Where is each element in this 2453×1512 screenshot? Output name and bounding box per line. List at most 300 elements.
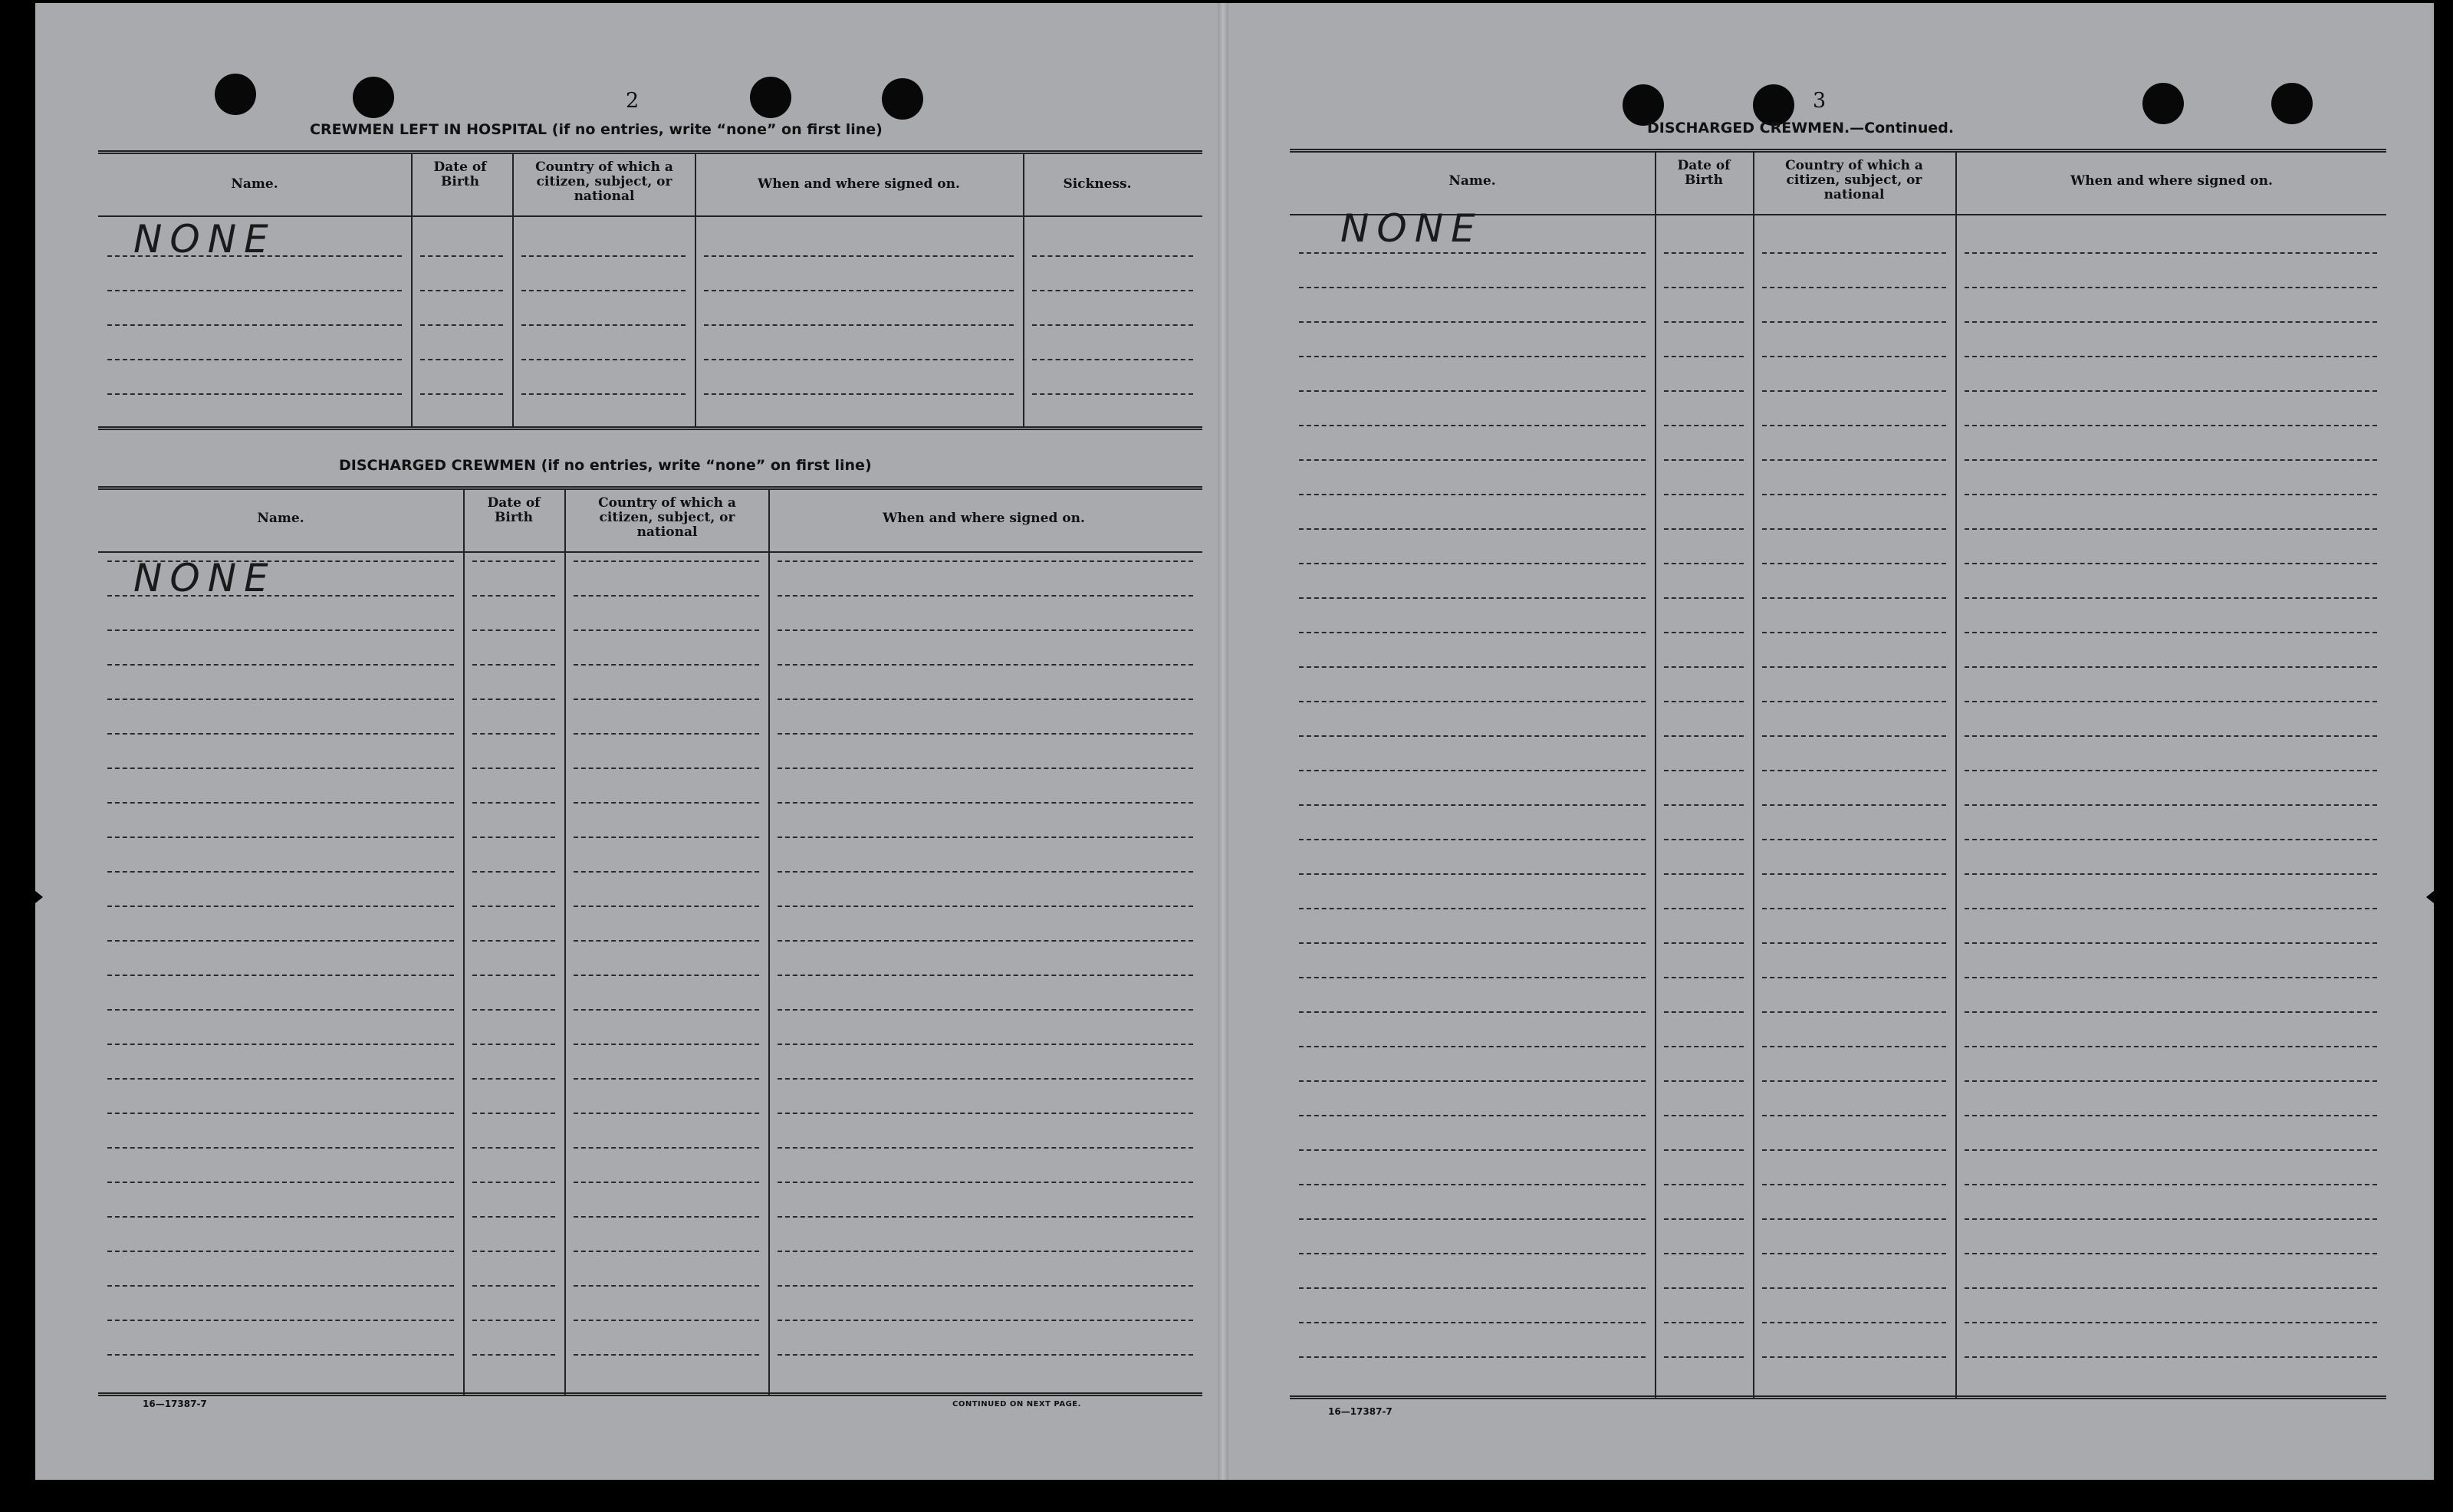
dashed-entry-line [472, 802, 555, 804]
punch-hole [2142, 83, 2184, 124]
dashed-entry-line [1032, 393, 1193, 395]
header-sickness: Sickness. [1063, 176, 1132, 192]
binding-notch-left [35, 891, 43, 903]
dashed-entry-line [1664, 1322, 1744, 1323]
dashed-entry-line [1762, 666, 1946, 668]
dashed-entry-line [1299, 1184, 1646, 1185]
dashed-entry-line [778, 1078, 1193, 1080]
dashed-entry-line [472, 1251, 555, 1252]
dashed-entry-line [107, 906, 454, 907]
dashed-entry-line [1965, 839, 2377, 840]
dashed-entry-line [1299, 804, 1646, 806]
dashed-entry-line [472, 1216, 555, 1218]
dashed-entry-line [472, 1182, 555, 1183]
dashed-entry-line [1664, 528, 1744, 530]
punch-hole [2271, 83, 2313, 124]
dashed-entry-line [1762, 356, 1946, 357]
dashed-entry-line [1299, 390, 1646, 392]
dashed-entry-line [1965, 770, 2377, 771]
dashed-entry-line [1664, 597, 1744, 599]
dashed-entry-line [1664, 701, 1744, 702]
dashed-entry-line [1762, 563, 1946, 564]
dashed-entry-line [1965, 977, 2377, 978]
dashed-entry-line [1965, 735, 2377, 737]
dashed-entry-line [107, 802, 454, 804]
dashed-entry-line [420, 324, 503, 326]
dashed-entry-line [1762, 735, 1946, 737]
dashed-entry-line [1965, 321, 2377, 323]
dashed-entry-line [704, 255, 1014, 257]
dashed-entry-line [472, 871, 555, 873]
dashed-entry-line [1664, 1287, 1744, 1289]
dashed-entry-line [472, 906, 555, 907]
dashed-entry-line [472, 733, 555, 735]
dashed-entry-line [1762, 1011, 1946, 1013]
dashed-entry-line [574, 664, 759, 666]
dashed-entry-line [1664, 1011, 1744, 1013]
dashed-entry-line [574, 768, 759, 769]
header-name: Name. [231, 176, 278, 192]
dashed-entry-line [107, 733, 454, 735]
dashed-entry-line [1762, 1287, 1946, 1289]
dashed-entry-line [107, 1354, 454, 1356]
dashed-entry-line [1762, 252, 1946, 254]
dashed-entry-line [1664, 459, 1744, 461]
dashed-entry-line [778, 837, 1193, 838]
dashed-entry-line [1762, 804, 1946, 806]
dashed-entry-line [472, 560, 555, 562]
dashed-entry-line [1965, 1184, 2377, 1185]
dashed-entry-line [1762, 390, 1946, 392]
dashed-entry-line [472, 975, 555, 976]
dashed-entry-line [574, 1216, 759, 1218]
column-divider [1753, 153, 1754, 1399]
dashed-entry-line [472, 1044, 555, 1045]
dashed-entry-line [1299, 321, 1646, 323]
header-country: Country of which a citizen, subject, or national [535, 159, 673, 204]
dashed-entry-line [1965, 1080, 2377, 1082]
dashed-entry-line [1965, 563, 2377, 564]
dashed-entry-line [1299, 1287, 1646, 1289]
dashed-entry-line [107, 359, 402, 360]
dashed-entry-line [1299, 1149, 1646, 1151]
dashed-entry-line [1762, 459, 1946, 461]
punch-hole [750, 77, 791, 118]
dashed-entry-line [521, 255, 686, 257]
dashed-entry-line [778, 802, 1193, 804]
dashed-entry-line [778, 1354, 1193, 1356]
dashed-entry-line [1032, 255, 1193, 257]
dashed-entry-line [778, 733, 1193, 735]
dashed-entry-line [1299, 1253, 1646, 1254]
dashed-entry-line [107, 255, 402, 257]
dashed-entry-line [1299, 356, 1646, 357]
dashed-entry-line [1762, 494, 1946, 495]
dashed-entry-line [107, 629, 454, 631]
dashed-entry-line [107, 768, 454, 769]
punch-hole [353, 77, 394, 118]
dashed-entry-line [472, 1285, 555, 1287]
dashed-entry-line [1299, 977, 1646, 978]
page-number-right: 3 [1813, 89, 1827, 113]
dashed-entry-line [574, 560, 759, 562]
dashed-entry-line [1664, 632, 1744, 633]
discharged-table [98, 486, 1202, 1396]
dashed-entry-line [574, 1354, 759, 1356]
dashed-entry-line [420, 359, 503, 360]
dashed-entry-line [574, 940, 759, 942]
dashed-entry-line [1762, 425, 1946, 426]
dashed-entry-line [778, 1044, 1193, 1045]
dashed-entry-line [778, 906, 1193, 907]
dashed-entry-line [1032, 290, 1193, 291]
dashed-entry-line [420, 393, 503, 395]
dashed-entry-line [1762, 528, 1946, 530]
dashed-entry-line [574, 1113, 759, 1114]
dashed-entry-line [1664, 356, 1744, 357]
dashed-entry-line [1664, 1253, 1744, 1254]
dashed-entry-line [1762, 1253, 1946, 1254]
dashed-entry-line [1299, 839, 1646, 840]
dashed-entry-line [1299, 528, 1646, 530]
dashed-entry-line [472, 1113, 555, 1114]
dashed-entry-line [1664, 287, 1744, 288]
dashed-entry-line [1664, 666, 1744, 668]
dashed-entry-line [1762, 873, 1946, 875]
dashed-entry-line [107, 940, 454, 942]
dashed-entry-line [704, 393, 1014, 395]
dashed-entry-line [1664, 563, 1744, 564]
table-bottom-rule [1290, 1395, 2386, 1399]
dashed-entry-line [107, 1182, 454, 1183]
dashed-entry-line [420, 290, 503, 291]
dashed-entry-line [1762, 977, 1946, 978]
dashed-entry-line [1299, 252, 1646, 254]
dashed-entry-line [1664, 908, 1744, 909]
dashed-entry-line [107, 1113, 454, 1114]
dashed-entry-line [1664, 1080, 1744, 1082]
dashed-entry-line [574, 871, 759, 873]
dashed-entry-line [1965, 1149, 2377, 1151]
dashed-entry-line [1299, 597, 1646, 599]
dashed-entry-line [1965, 666, 2377, 668]
dashed-entry-line [778, 664, 1193, 666]
dashed-entry-line [472, 698, 555, 700]
dashed-entry-line [1965, 873, 2377, 875]
dashed-entry-line [778, 768, 1193, 769]
dashed-entry-line [1664, 494, 1744, 495]
column-divider [411, 154, 413, 426]
header-date-of-birth: Date of Birth [433, 159, 487, 189]
dashed-entry-line [1762, 287, 1946, 288]
dashed-entry-line [1762, 321, 1946, 323]
dashed-entry-line [1762, 942, 1946, 944]
dashed-entry-line [1664, 977, 1744, 978]
dashed-entry-line [1762, 1149, 1946, 1151]
hospital-table [98, 150, 1202, 430]
dashed-entry-line [1965, 494, 2377, 495]
dashed-entry-line [472, 1009, 555, 1011]
dashed-entry-line [778, 629, 1193, 631]
table-bottom-rule [98, 426, 1202, 430]
page-number-left: 2 [626, 89, 640, 113]
dashed-entry-line [778, 1251, 1193, 1252]
dashed-entry-line [1032, 324, 1193, 326]
dashed-entry-line [1299, 735, 1646, 737]
dashed-entry-line [778, 1147, 1193, 1149]
dashed-entry-line [1965, 425, 2377, 426]
dashed-entry-line [1965, 1253, 2377, 1254]
dashed-entry-line [1299, 1356, 1646, 1358]
dashed-entry-line [1299, 942, 1646, 944]
dashed-entry-line [107, 698, 454, 700]
header-country: Country of which a citizen, subject, or national [1785, 158, 1923, 202]
dashed-entry-line [420, 255, 503, 257]
dashed-entry-line [1299, 1115, 1646, 1116]
dashed-entry-line [574, 595, 759, 597]
dashed-entry-line [1762, 1322, 1946, 1323]
dashed-entry-line [1965, 287, 2377, 288]
dashed-entry-line [574, 906, 759, 907]
dashed-entry-line [1965, 528, 2377, 530]
dashed-entry-line [1664, 1149, 1744, 1151]
handwritten-none: NONE [1340, 206, 1483, 251]
dashed-entry-line [778, 595, 1193, 597]
dashed-entry-line [1965, 597, 2377, 599]
page-fold [1218, 3, 1228, 1480]
binding-notch-right [2426, 891, 2434, 903]
dashed-entry-line [521, 393, 686, 395]
dashed-entry-line [1299, 632, 1646, 633]
dashed-entry-line [1664, 1046, 1744, 1047]
punch-hole [882, 78, 923, 120]
dashed-entry-line [778, 1320, 1193, 1321]
dashed-entry-line [574, 975, 759, 976]
dashed-entry-line [107, 1320, 454, 1321]
dashed-entry-line [1762, 770, 1946, 771]
dashed-entry-line [574, 1044, 759, 1045]
dashed-entry-line [107, 595, 454, 597]
dashed-entry-line [1299, 1218, 1646, 1220]
dashed-entry-line [574, 1009, 759, 1011]
dashed-entry-line [1965, 701, 2377, 702]
dashed-entry-line [1299, 1011, 1646, 1013]
dashed-entry-line [1965, 1356, 2377, 1358]
dashed-entry-line [1299, 873, 1646, 875]
dashed-entry-line [472, 940, 555, 942]
dashed-entry-line [574, 698, 759, 700]
dashed-entry-line [574, 1147, 759, 1149]
dashed-entry-line [1762, 701, 1946, 702]
dashed-entry-line [778, 1216, 1193, 1218]
dashed-entry-line [778, 1285, 1193, 1287]
dashed-entry-line [1965, 632, 2377, 633]
dashed-entry-line [1965, 1322, 2377, 1323]
continued-note: CONTINUED ON NEXT PAGE. [952, 1400, 1081, 1408]
dashed-entry-line [472, 837, 555, 838]
dashed-entry-line [472, 664, 555, 666]
discharged-continued-table [1290, 149, 2386, 1399]
dashed-entry-line [1762, 1356, 1946, 1358]
dashed-entry-line [107, 1009, 454, 1011]
dashed-entry-line [704, 290, 1014, 291]
dashed-entry-line [1664, 1356, 1744, 1358]
dashed-entry-line [1762, 1184, 1946, 1185]
header-name: Name. [1448, 173, 1496, 189]
header-date-of-birth: Date of Birth [1677, 158, 1731, 188]
table-bottom-rule [98, 1392, 1202, 1396]
dashed-entry-line [1965, 908, 2377, 909]
column-divider [1023, 154, 1024, 426]
column-divider [1655, 153, 1656, 1399]
dashed-entry-line [1965, 390, 2377, 392]
dashed-entry-line [1965, 1115, 2377, 1116]
dashed-entry-line [1664, 425, 1744, 426]
dashed-entry-line [778, 940, 1193, 942]
column-divider [512, 154, 514, 426]
dashed-entry-line [472, 1147, 555, 1149]
header-signed-on: When and where signed on. [758, 176, 960, 192]
dashed-entry-line [574, 629, 759, 631]
dashed-entry-line [1664, 873, 1744, 875]
dashed-entry-line [574, 837, 759, 838]
dashed-entry-line [1299, 563, 1646, 564]
dashed-entry-line [1299, 287, 1646, 288]
form-number-left: 16—17387-7 [143, 1399, 207, 1409]
dashed-entry-line [1299, 425, 1646, 426]
dashed-entry-line [1664, 321, 1744, 323]
dashed-entry-line [1965, 1046, 2377, 1047]
header-country: Country of which a citizen, subject, or national [598, 495, 736, 540]
dashed-entry-line [1664, 252, 1744, 254]
dashed-entry-line [1762, 1115, 1946, 1116]
dashed-entry-line [107, 837, 454, 838]
dashed-entry-line [107, 975, 454, 976]
dashed-entry-line [521, 359, 686, 360]
dashed-entry-line [107, 664, 454, 666]
dashed-entry-line [107, 290, 402, 291]
dashed-entry-line [1762, 1080, 1946, 1082]
dashed-entry-line [472, 595, 555, 597]
column-divider [1955, 153, 1957, 1399]
dashed-entry-line [1664, 390, 1744, 392]
dashed-entry-line [1965, 1287, 2377, 1289]
dashed-entry-line [521, 324, 686, 326]
dashed-entry-line [107, 1044, 454, 1045]
dashed-entry-line [472, 1320, 555, 1321]
dashed-entry-line [574, 802, 759, 804]
dashed-entry-line [778, 698, 1193, 700]
dashed-entry-line [1762, 1218, 1946, 1220]
dashed-entry-line [778, 975, 1193, 976]
dashed-entry-line [107, 1078, 454, 1080]
column-divider [695, 154, 696, 426]
dashed-entry-line [472, 1078, 555, 1080]
dashed-entry-line [521, 290, 686, 291]
dashed-entry-line [107, 324, 402, 326]
discharged-continued-title: DISCHARGED CREWMEN.—Continued. [1647, 120, 1955, 136]
dashed-entry-line [1299, 1322, 1646, 1323]
dashed-entry-line [1762, 597, 1946, 599]
dashed-entry-line [107, 871, 454, 873]
dashed-entry-line [1299, 666, 1646, 668]
dashed-entry-line [1664, 1218, 1744, 1220]
dashed-entry-line [1664, 735, 1744, 737]
dashed-entry-line [107, 1285, 454, 1287]
dashed-entry-line [1965, 356, 2377, 357]
dashed-entry-line [1965, 1011, 2377, 1013]
dashed-entry-line [1664, 770, 1744, 771]
handwritten-none: NONE [133, 217, 276, 261]
dashed-entry-line [1762, 908, 1946, 909]
dashed-entry-line [107, 393, 402, 395]
dashed-entry-line [1965, 459, 2377, 461]
dashed-entry-line [107, 560, 454, 562]
dashed-entry-line [1299, 459, 1646, 461]
punch-hole [215, 74, 256, 115]
form-number-right: 16—17387-7 [1328, 1406, 1393, 1417]
dashed-entry-line [1299, 701, 1646, 702]
dashed-entry-line [1664, 839, 1744, 840]
dashed-entry-line [574, 1285, 759, 1287]
dashed-entry-line [574, 1182, 759, 1183]
dashed-entry-line [1664, 804, 1744, 806]
header-name: Name. [257, 511, 304, 526]
dashed-entry-line [574, 1078, 759, 1080]
dashed-entry-line [778, 871, 1193, 873]
dashed-entry-line [778, 560, 1193, 562]
column-divider [463, 490, 465, 1396]
dashed-entry-line [1965, 1218, 2377, 1220]
discharged-section-title: DISCHARGED CREWMEN (if no entries, write “none” on first line) [339, 457, 872, 474]
dashed-entry-line [1299, 908, 1646, 909]
dashed-entry-line [574, 1320, 759, 1321]
header-signed-on: When and where signed on. [883, 511, 1085, 526]
scanned-document [35, 3, 2434, 1480]
dashed-entry-line [1664, 1115, 1744, 1116]
dashed-entry-line [472, 629, 555, 631]
header-rule [98, 551, 1202, 553]
dashed-entry-line [778, 1182, 1193, 1183]
dashed-entry-line [1965, 942, 2377, 944]
dashed-entry-line [778, 1009, 1193, 1011]
dashed-entry-line [472, 768, 555, 769]
dashed-entry-line [1299, 494, 1646, 495]
dashed-entry-line [1299, 770, 1646, 771]
column-divider [768, 490, 770, 1396]
header-date-of-birth: Date of Birth [487, 495, 541, 525]
dashed-entry-line [574, 1251, 759, 1252]
dashed-entry-line [1299, 1046, 1646, 1047]
dashed-entry-line [1762, 839, 1946, 840]
dashed-entry-line [1762, 632, 1946, 633]
dashed-entry-line [107, 1147, 454, 1149]
dashed-entry-line [704, 359, 1014, 360]
dashed-entry-line [704, 324, 1014, 326]
dashed-entry-line [778, 1113, 1193, 1114]
dashed-entry-line [107, 1216, 454, 1218]
hospital-section-title: CREWMEN LEFT IN HOSPITAL (if no entries, write “none” on first line) [310, 121, 883, 138]
dashed-entry-line [1664, 942, 1744, 944]
dashed-entry-line [1965, 804, 2377, 806]
dashed-entry-line [472, 1354, 555, 1356]
dashed-entry-line [574, 733, 759, 735]
dashed-entry-line [107, 1251, 454, 1252]
dashed-entry-line [1664, 1184, 1744, 1185]
handwritten-none: NONE [133, 556, 276, 600]
dashed-entry-line [1032, 359, 1193, 360]
column-divider [564, 490, 566, 1396]
